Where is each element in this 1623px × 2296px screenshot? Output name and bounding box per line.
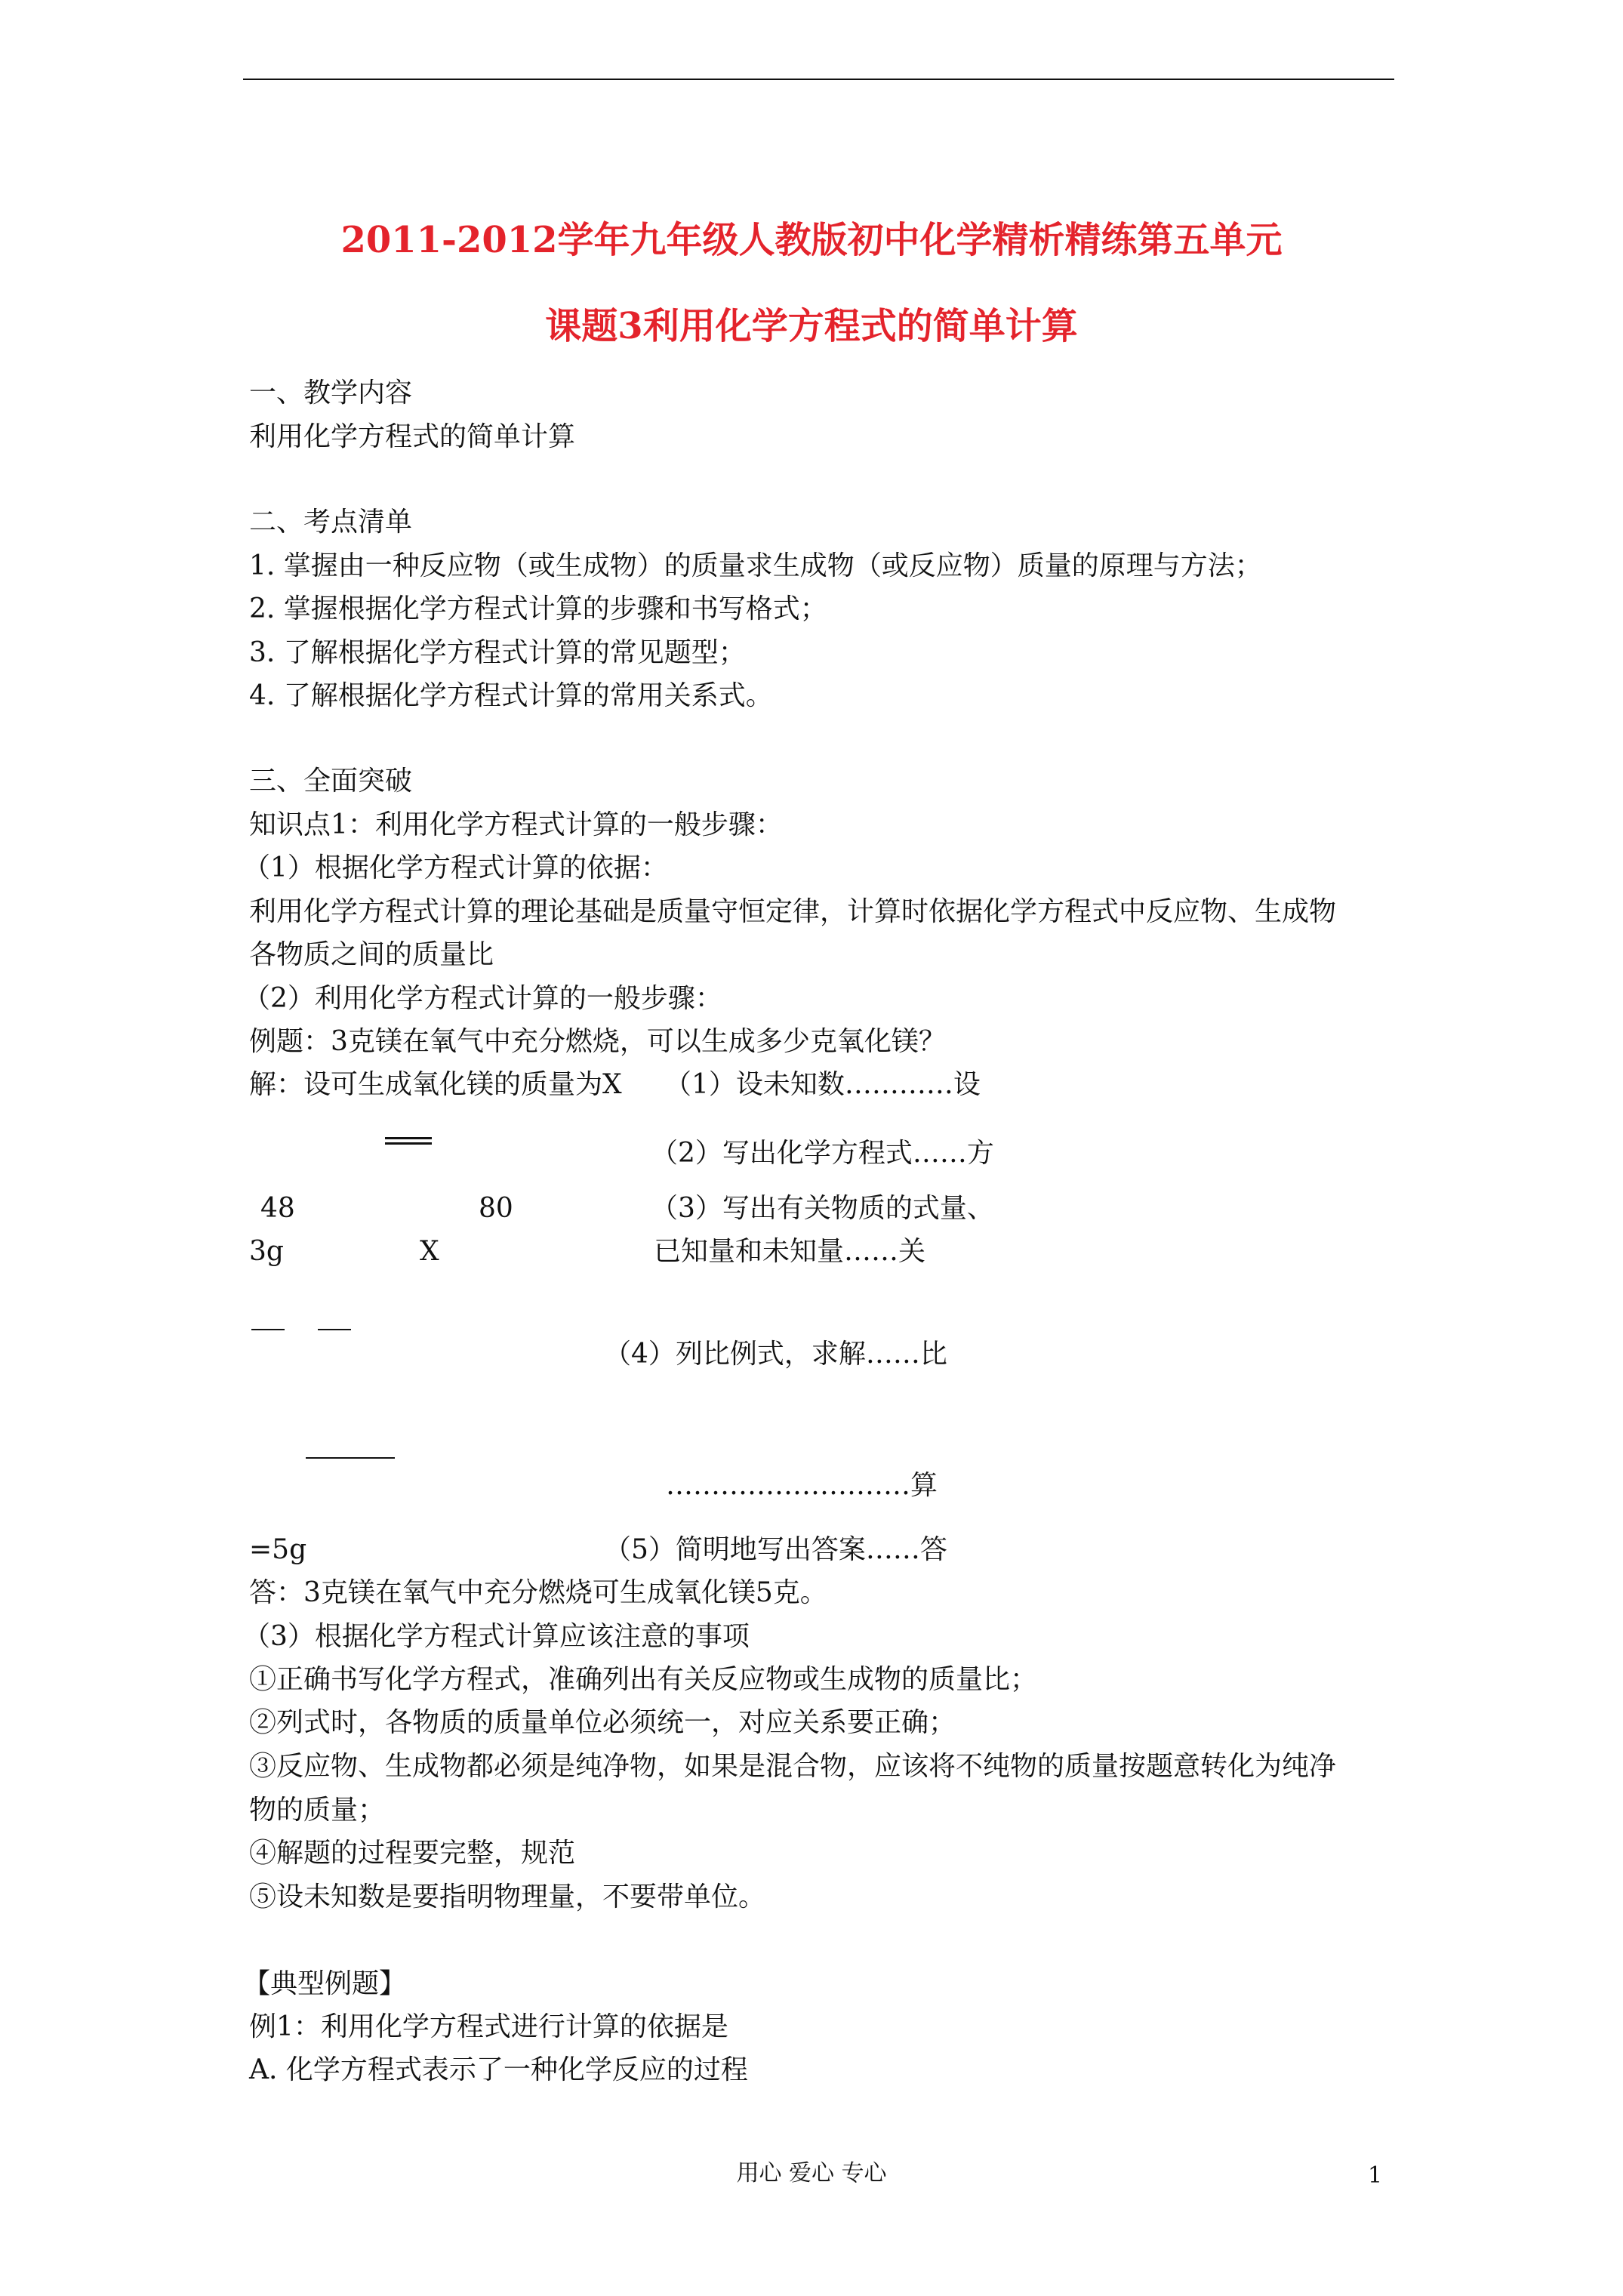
document-title-line2: 课题3利用化学方程式的简单计算	[545, 305, 1078, 347]
step-1-label: （1）设未知数…………设	[664, 1069, 981, 1100]
section2-heading: 二、考点清单	[249, 507, 413, 538]
example-problem: 例题：3克镁在氧气中充分燃烧，可以生成多少克氧化镁？	[249, 1026, 946, 1057]
step-3-label-b: 已知量和未知量……关	[654, 1236, 926, 1267]
step-3-label-a: （3）写出有关物质的式量、	[651, 1193, 994, 1224]
fraction-bar-left	[251, 1329, 285, 1330]
note-item: ③反应物、生成物都必须是纯净物，如果是混合物，应该将不纯物的质量按题意转化为纯净	[249, 1751, 1337, 1782]
basis-paragraph-line1: 利用化学方程式计算的理论基础是质量守恒定律，计算时依据化学方程式中反应物、生成物	[249, 896, 1337, 927]
step-2-label: （2）写出化学方程式……方	[651, 1138, 994, 1169]
step-calc-label: ………………………算	[666, 1470, 938, 1501]
note-item: ⑤设未知数是要指明物理量，不要带单位。	[249, 1881, 766, 1912]
list-item: 3. 了解根据化学方程式计算的常见题型；	[249, 637, 746, 668]
calc-fraction-bar	[306, 1457, 395, 1459]
section1-content: 利用化学方程式的简单计算	[249, 421, 576, 452]
footer-motto: 用心 爱心 专心	[736, 2160, 887, 2187]
fraction-bar-right	[318, 1329, 351, 1330]
header-rule	[243, 79, 1394, 80]
molar-mass-mg: 48	[260, 1193, 295, 1224]
steps-heading: （2）利用化学方程式计算的一般步骤：	[243, 983, 722, 1014]
list-item: 2. 掌握根据化学方程式计算的步骤和书写格式；	[249, 593, 827, 624]
note-item: ①正确书写化学方程式，准确列出有关反应物或生成物的质量比；	[249, 1664, 1038, 1695]
note-item: ④解题的过程要完整，规范	[249, 1838, 576, 1869]
examples-heading: 【典型例题】	[243, 1968, 407, 1999]
section1-heading: 一、教学内容	[249, 378, 413, 408]
list-item: 1. 掌握由一种反应物（或生成物）的质量求生成物（或反应物）质量的原理与方法；	[249, 550, 1262, 581]
section3-heading: 三、全面突破	[249, 766, 413, 797]
result-value: =5g	[249, 1534, 307, 1565]
document-title-line1: 2011-2012学年九年级人教版初中化学精析精练第五单元	[340, 219, 1283, 261]
example-1-option-a: A. 化学方程式表示了一种化学反应的过程	[249, 2054, 748, 2085]
step-4-label: （4）列比例式，求解……比	[604, 1339, 947, 1370]
note-item: ②列式时，各物质的质量单位必须统一，对应关系要正确；	[249, 1707, 956, 1738]
list-item: 4. 了解根据化学方程式计算的常用关系式。	[249, 680, 773, 711]
basis-heading: （1）根据化学方程式计算的依据：	[243, 852, 668, 883]
knowledge-point-1: 知识点1：利用化学方程式计算的一般步骤：	[249, 809, 783, 840]
answer-line: 答：3克镁在氧气中充分燃烧可生成氧化镁5克。	[249, 1577, 827, 1608]
equation-arrow-line-top	[385, 1137, 432, 1139]
notes-heading: （3）根据化学方程式计算应该注意的事项	[243, 1621, 750, 1652]
example-1: 例1：利用化学方程式进行计算的依据是	[249, 2011, 728, 2042]
note-item: 物的质量；	[249, 1795, 386, 1826]
solution-set: 解：设可生成氧化镁的质量为X	[249, 1069, 622, 1100]
step-5-label: （5）简明地写出答案……答	[604, 1534, 947, 1565]
molar-mass-mgo: 80	[479, 1193, 513, 1224]
equation-arrow-line-bottom	[385, 1142, 432, 1145]
unknown-mass: X	[420, 1236, 439, 1267]
known-mass: 3g	[249, 1236, 284, 1267]
page-number: 1	[1368, 2162, 1383, 2189]
basis-paragraph-line2: 各物质之间的质量比	[249, 939, 494, 970]
